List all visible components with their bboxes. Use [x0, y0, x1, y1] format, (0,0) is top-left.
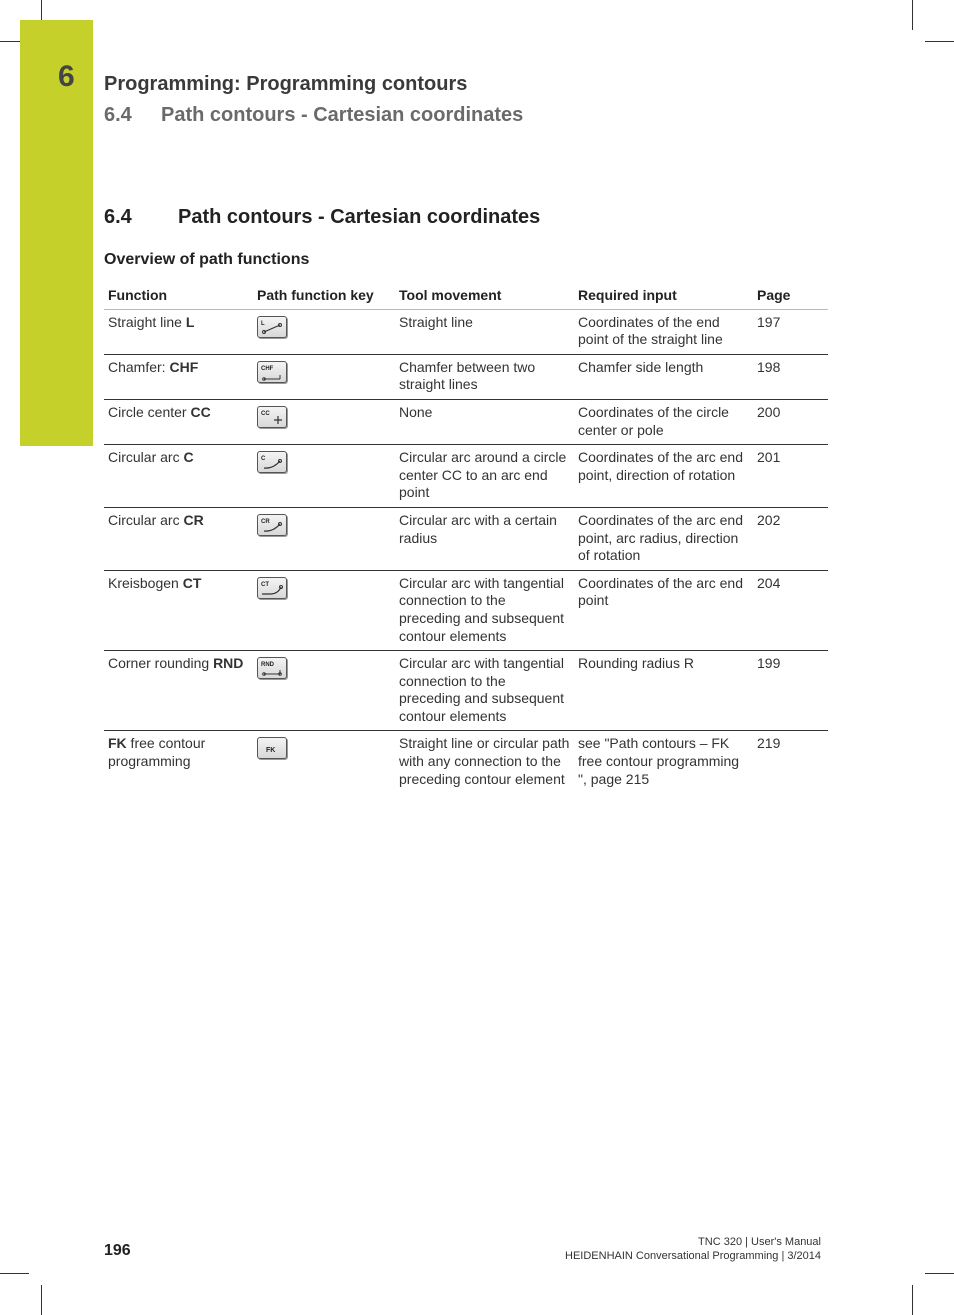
function-prefix: Chamfer: [108, 358, 170, 375]
header-required-input: Required input [574, 283, 753, 309]
movement-cell: Circular arc with tangential connection to the preceding and subsequent contour elements [395, 651, 574, 731]
function-code: CR [183, 511, 204, 528]
chamfer-key-icon [257, 361, 287, 383]
circular-arc-key-icon [257, 451, 287, 473]
input-cell: see "Path contours – FK free contour programming ", page 215 [578, 735, 740, 787]
key-label: CR [261, 518, 270, 525]
page-cell: 197 [753, 309, 828, 354]
key-cell [253, 399, 395, 444]
input-cell: Coordinates of the arc end point, arc radius, direction of rotation [574, 507, 753, 570]
function-cell [104, 354, 253, 399]
movement-cell: Straight line [395, 309, 574, 354]
header-path-function-key: Path function key [253, 283, 395, 309]
movement-cell: Circular arc around a circle center CC to an arc end point [395, 445, 574, 508]
key-cell [253, 651, 395, 731]
subsection-heading: Overview of path functions [104, 251, 310, 268]
crop-mark [925, 1273, 954, 1274]
fk-key-icon [257, 737, 287, 759]
section-heading [104, 206, 540, 229]
page-cell: 202 [753, 507, 828, 570]
function-code: L [185, 313, 195, 330]
footer-line-1: TNC 320 | User's Manual [698, 1236, 821, 1248]
circular-arc-radius-key-icon [257, 514, 287, 536]
function-cell [104, 651, 253, 731]
straight-line-key-icon [257, 316, 287, 338]
function-code: CHF [169, 358, 199, 375]
crop-mark [41, 1285, 42, 1315]
key-cell [253, 507, 395, 570]
table-row [104, 445, 828, 508]
table-row [104, 570, 828, 650]
function-prefix: Kreisbogen [108, 574, 183, 591]
header-tool-movement: Tool movement [395, 283, 574, 309]
table-row [104, 651, 828, 731]
input-cell: Coordinates of the circle center or pole [574, 399, 753, 444]
crop-mark [912, 1285, 913, 1315]
key-cell [253, 731, 395, 793]
function-prefix: Corner rounding [108, 655, 214, 672]
function-cell [104, 570, 253, 650]
page-cell: 219 [757, 735, 781, 752]
key-label: CT [261, 581, 269, 588]
input-cell: Rounding radius R [574, 651, 753, 731]
page-cell: 199 [753, 651, 828, 731]
corner-rounding-key-icon [257, 657, 287, 679]
movement-cell: None [395, 399, 574, 444]
key-cell [253, 445, 395, 508]
table-row [104, 731, 828, 793]
circle-center-key-icon [257, 406, 287, 428]
function-prefix: Straight line [108, 313, 186, 330]
function-code: FK [108, 735, 127, 752]
key-cell [253, 309, 395, 354]
crop-mark [41, 0, 42, 20]
function-cell [104, 731, 253, 793]
input-cell: Coordinates of the arc end point [574, 570, 753, 650]
header-function: Function [104, 283, 253, 309]
crop-mark [0, 1273, 29, 1274]
table-row [104, 507, 828, 570]
function-prefix: Circle center [108, 403, 191, 420]
page-cell: 200 [753, 399, 828, 444]
movement-cell: Straight line or circular path with any connection to the preceding contour element [399, 735, 570, 787]
input-cell: Chamfer side length [574, 354, 753, 399]
key-label: RND [261, 662, 274, 669]
running-header-title: Programming: Programming contours [104, 73, 468, 95]
crop-mark [912, 0, 913, 30]
key-cell [253, 570, 395, 650]
key-label: FK [266, 747, 276, 755]
footer-line-2: HEIDENHAIN Conversational Programming | 3/2014 [565, 1250, 821, 1262]
running-header-section-title: Path contours - Cartesian coordinates [161, 104, 524, 126]
function-suffix: free contour programming [108, 735, 206, 770]
page-cell: 198 [753, 354, 828, 399]
crop-mark [925, 41, 954, 42]
table-header-row [104, 283, 828, 309]
crop-mark [0, 41, 20, 42]
movement-cell: Chamfer between two straight lines [395, 354, 574, 399]
section-title: Path contours - Cartesian coordinates [178, 206, 541, 228]
page-cell: 204 [753, 570, 828, 650]
key-label: CHF [261, 365, 274, 372]
key-label: CC [261, 410, 270, 417]
path-functions-table [104, 283, 828, 793]
function-code: C [183, 449, 194, 466]
footer-info [565, 1235, 821, 1263]
function-prefix: Circular arc [108, 449, 184, 466]
table-row [104, 354, 828, 399]
key-label: L [261, 320, 265, 327]
page-cell: 201 [753, 445, 828, 508]
function-code: CT [182, 574, 202, 591]
running-header-section-number: 6.4 [104, 104, 132, 126]
key-cell [253, 354, 395, 399]
key-label: C [261, 456, 266, 463]
chapter-number: 6 [58, 60, 75, 93]
function-code: CC [190, 403, 211, 420]
header-page: Page [753, 283, 828, 309]
function-cell [104, 507, 253, 570]
function-cell [104, 309, 253, 354]
movement-cell: Circular arc with tangential connection to the preceding and subsequent contour elements [395, 570, 574, 650]
function-cell [104, 399, 253, 444]
chapter-tab [20, 20, 93, 446]
input-cell: Coordinates of the arc end point, direction of rotation [574, 445, 753, 508]
running-header-section [104, 104, 523, 127]
section-number: 6.4 [104, 206, 132, 228]
tangential-arc-key-icon [257, 577, 287, 599]
table-row [104, 399, 828, 444]
function-code: RND [213, 655, 244, 672]
table-row [104, 309, 828, 354]
input-cell: Coordinates of the end point of the straight line [574, 309, 753, 354]
function-cell [104, 445, 253, 508]
movement-cell: Circular arc with a certain radius [395, 507, 574, 570]
function-prefix: Circular arc [108, 511, 184, 528]
page-number: 196 [104, 1242, 131, 1259]
